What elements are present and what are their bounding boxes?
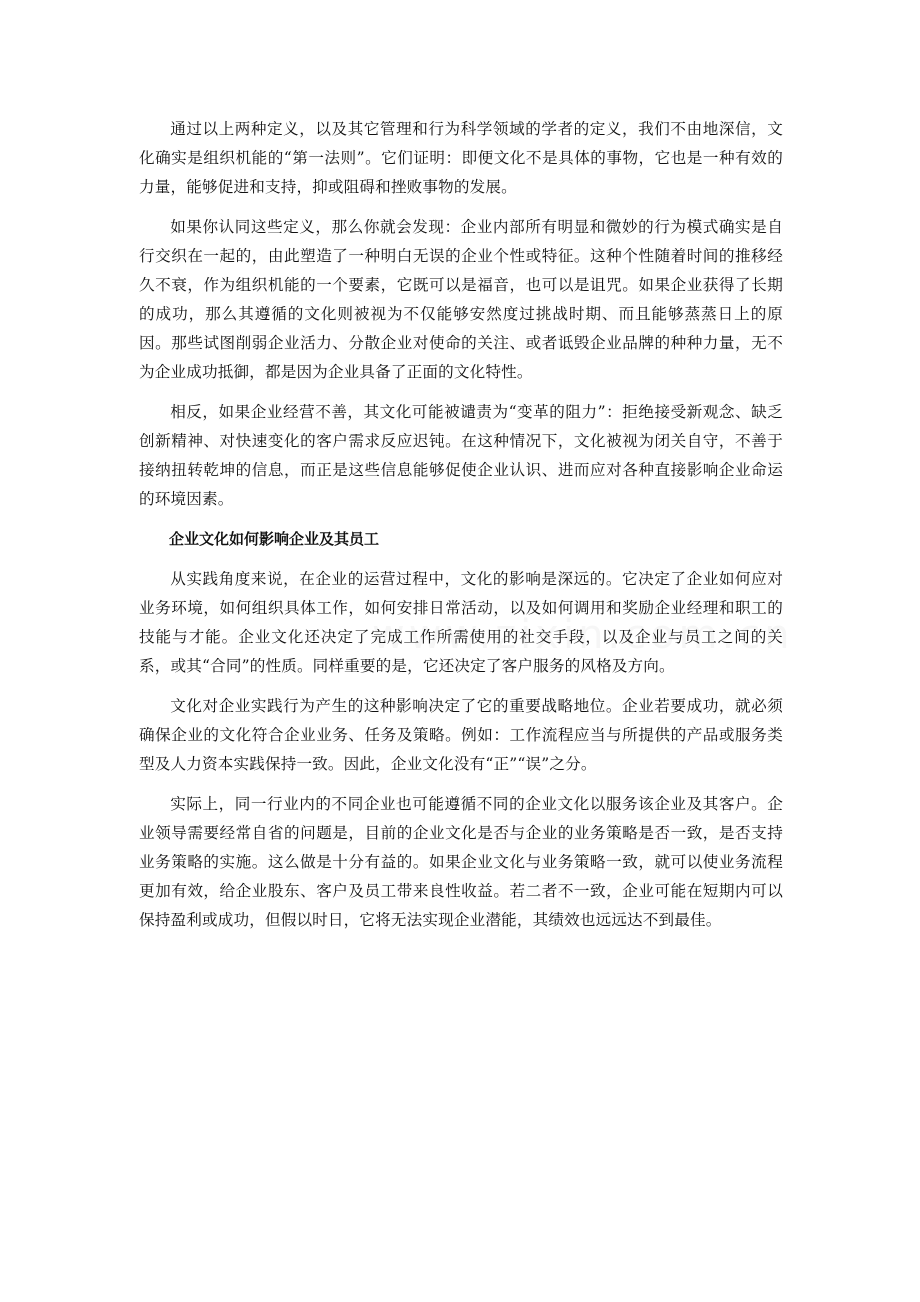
paragraph: 从实践角度来说，在企业的运营过程中，文化的影响是深远的。它决定了企业如何应对业务环境，如何组织具体工作，如何安排日常活动，以及如何调用和奖励企业经理和职工的技能与才能。企业文化还决定了完成工作所需使用的社交手段，以及企业与员工之间的关系，或其“合同”的性质。同样重要的是，它还决定了客户服务的风格及方向。 xyxy=(139,570,783,675)
document-body xyxy=(139,115,783,946)
section-heading: 企业文化如何影响企业及其员工 xyxy=(169,530,380,548)
paragraph: 如果你认同这些定义，那么你就会发现：企业内部所有明显和微妙的行为模式确实是自行交织在一起的，由此塑造了一种明白无误的企业个性或特征。这种个性随着时间的推移经久不衰，作为组织机能的一个要素，它既可以是福音，也可以是诅咒。如果企业获得了长期的成功，那么其遵循的文化则被视为不仅能够安然度过挑战时期、而且能够蒸蒸日上的原因。那些试图削弱企业活力、分散企业对使命的关注、或者诋毁企业品牌的种种力量，无不为企业成功抵御，都是因为企业具备了正面的文化特性。 xyxy=(139,218,783,381)
paragraph: 文化对企业实践行为产生的这种影响决定了它的重要战略地位。企业若要成功，就必须确保企业的文化符合企业业务、任务及策略。例如：工作流程应当与所提供的产品或服务类型及人力资本实践保持一致。因此，企业文化没有“正”“误”之分。 xyxy=(139,697,783,773)
paragraph: 通过以上两种定义，以及其它管理和行为科学领域的学者的定义，我们不由地深信，文化确实是组织机能的“第一法则”。它们证明：即便文化不是具体的事物，它也是一种有效的力量，能够促进和支持，抑或阻碍和挫败事物的发展。 xyxy=(139,120,783,196)
paragraph: 相反，如果企业经营不善，其文化可能被谴责为“变革的阻力”：拒绝接受新观念、缺乏创新精神、对快速变化的客户需求反应迟钝。在这种情况下，文化被视为闭关自守，不善于接纳扭转乾坤的信息，而正是这些信息能够促使企业认识、进而应对各种直接影响企业命运的环境因素。 xyxy=(139,403,783,508)
paragraph: 实际上，同一行业内的不同企业也可能遵循不同的企业文化以服务该企业及其客户。企业领导需要经常自省的问题是，目前的企业文化是否与企业的业务策略是否一致，是否支持业务策略的实施。这么做是十分有益的。如果企业文化与业务策略一致，就可以使业务流程更加有效，给企业股东、客户及员工带来良性收益。若二者不一致，企业可能在短期内可以保持盈利或成功，但假以时日，它将无法实现企业潜能，其绩效也远远达不到最佳。 xyxy=(139,795,783,929)
